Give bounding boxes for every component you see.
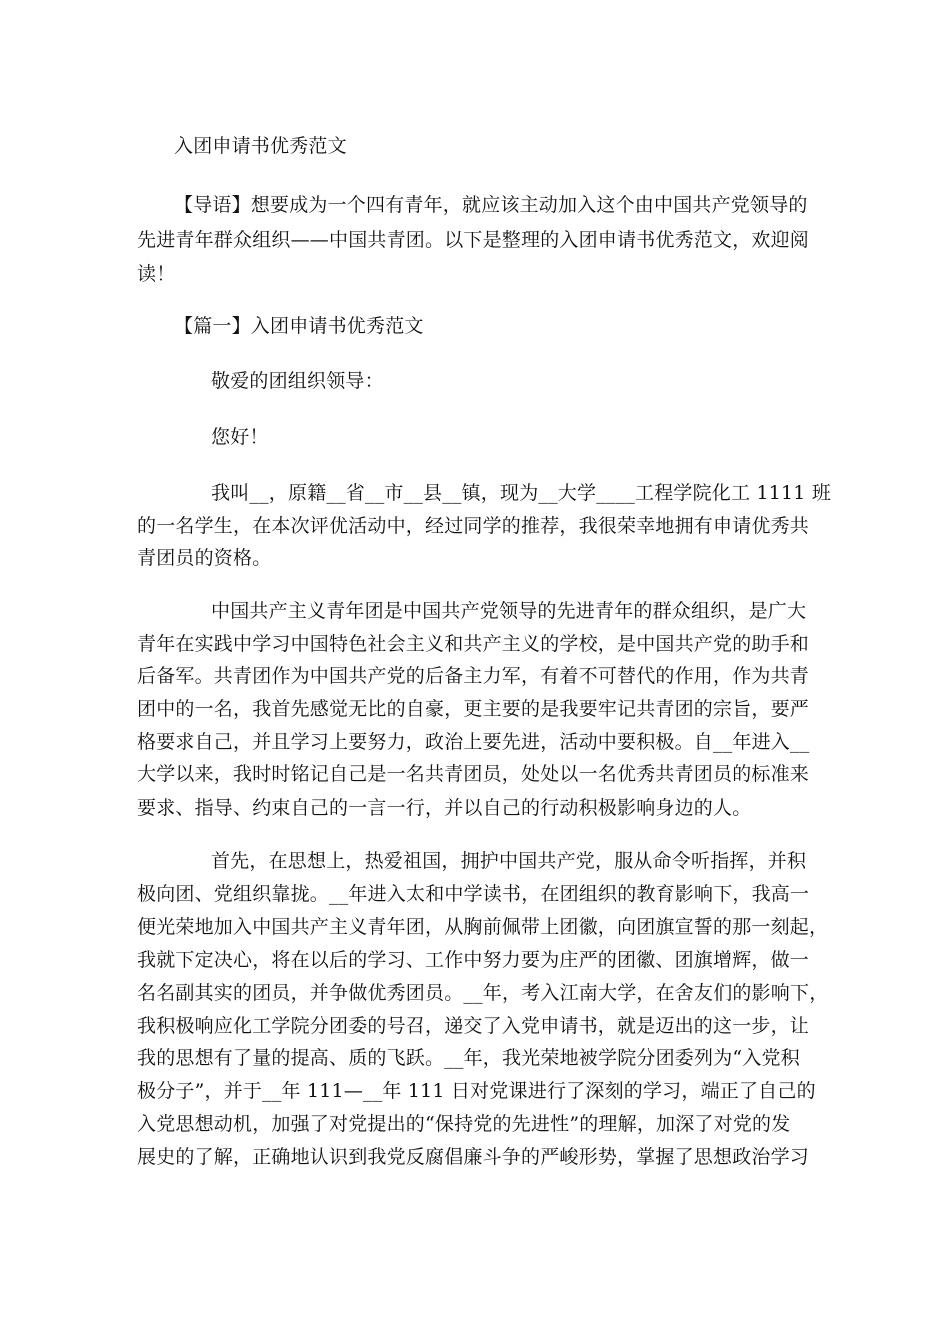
greeting: 您好！ <box>211 426 269 448</box>
paragraph-line: 的一名学生，在本次评优活动中，经过同学的推荐，我很荣幸地拥有申请优秀共 <box>137 515 810 537</box>
paragraph-line: 青团员的资格。 <box>137 547 272 569</box>
paragraph-line: 首先，在思想上，热爱祖国，拥护中国共产党，服从命令听指挥，并积 <box>211 850 807 872</box>
intro-line: 读！ <box>137 263 176 285</box>
section-heading: 【篇一】入团申请书优秀范文 <box>174 315 424 337</box>
paragraph-line: 要求、指导、约束自己的一言一行，并以自己的行动积极影响身边的人。 <box>137 797 752 819</box>
paragraph-line: 我叫__，原籍__省__市__县__镇，现为__大学____工程学院化工 1111 班 <box>211 482 832 504</box>
intro-line: 【导语】想要成为一个四有青年，就应该主动加入这个由中国共产党领导的 <box>174 194 808 216</box>
paragraph-line: 大学以来，我时时铭记自己是一名共青团员，处处以一名优秀共青团员的标准来 <box>137 763 810 785</box>
paragraph-line: 极向团、党组织靠拢。__年进入太和中学读书，在团组织的教育影响下，我高一 <box>137 883 810 905</box>
document-title: 入团申请书优秀范文 <box>174 135 347 157</box>
paragraph-line: 展史的了解，正确地认识到我党反腐倡廉斗争的严峻形势，掌握了思想政治学习 <box>137 1146 810 1168</box>
paragraph-line: 极分子”，并于__年 111—__年 111 日对党课进行了深刻的学习，端正了自己的 <box>137 1080 816 1102</box>
paragraph-line: 团中的一名，我首先感觉无比的自豪，更主要的是我要牢记共青团的宗旨，要严 <box>137 698 810 720</box>
paragraph-line: 我的思想有了量的提高、质的飞跃。__年，我光荣地被学院分团委列为“入党积 <box>137 1047 800 1069</box>
paragraph-line: 格要求自己，并且学习上要努力，政治上要先进，活动中要积极。自__年进入__ <box>137 731 810 753</box>
salutation: 敬爱的团组织领导： <box>211 370 384 392</box>
paragraph-line: 名名副其实的团员，并争做优秀团员。__年，考入江南大学，在舍友们的影响下， <box>137 982 829 1004</box>
paragraph-line: 青年在实践中学习中国特色社会主义和共产主义的学校，是中国共产党的助手和 <box>137 633 810 655</box>
paragraph-line: 便光荣地加入中国共产主义青年团，从胸前佩带上团徽，向团旗宣誓的那一刻起， <box>137 916 829 938</box>
paragraph-line: 后备军。共青团作为中国共产党的后备主力军，有着不可替代的作用，作为共青 <box>137 665 810 687</box>
paragraph-line: 中国共产主义青年团是中国共产党领导的先进青年的群众组织，是广大 <box>211 600 807 622</box>
paragraph-line: 入党思想动机，加强了对党提出的“保持党的先进性”的理解，加深了对党的发 <box>137 1113 791 1135</box>
paragraph-line: 我就下定决心，将在以后的学习、工作中努力要为庄严的团徽、团旗增辉，做一 <box>137 949 810 971</box>
intro-line: 先进青年群众组织——中国共青团。以下是整理的入团申请书优秀范文，欢迎阅 <box>137 229 810 251</box>
paragraph-line: 我积极响应化工学院分团委的号召，递交了入党申请书，就是迈出的这一步，让 <box>137 1015 810 1037</box>
